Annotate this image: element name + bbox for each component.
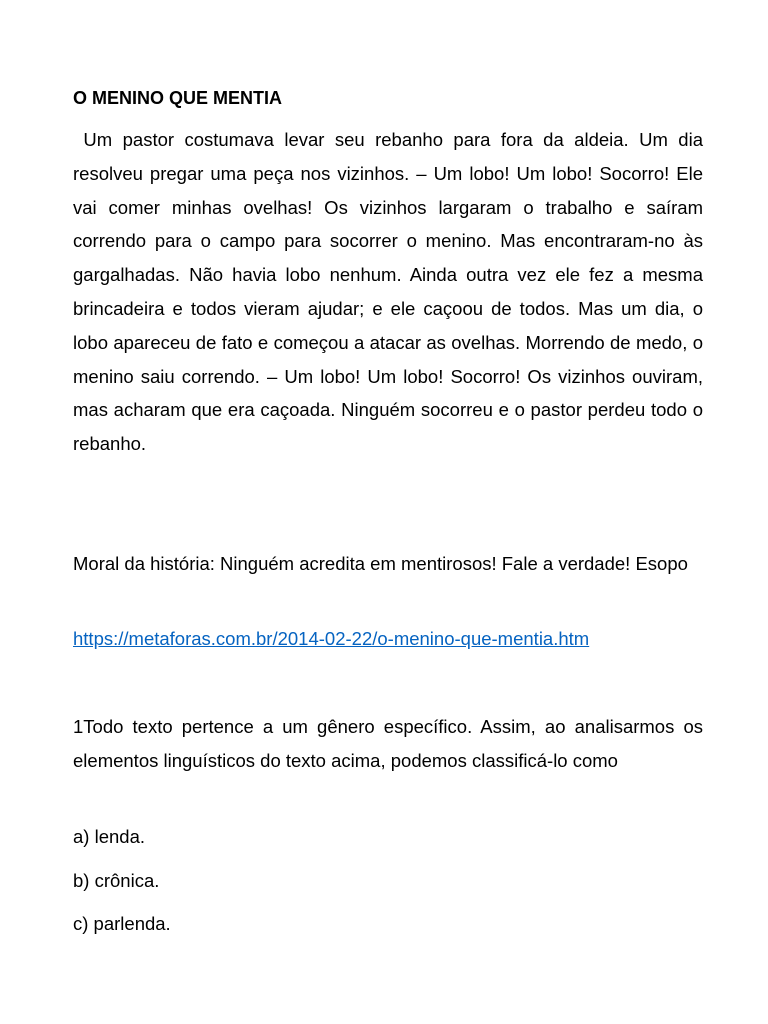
story-title: O MENINO QUE MENTIA: [73, 88, 283, 108]
option-b: b) crônica.: [73, 870, 160, 891]
story-text: Um pastor costumava levar seu rebanho para fora da aldeia. Um dia resolveu pregar uma peça nos vizinhos. – Um lobo! Um lobo! Socorro! Ele vai comer minhas ovelhas! Os vizinhos largaram o trabalho e saíram correndo para o campo para socorrer o menino. Mas encontraram-no às gargalhadas. Não havia lobo nenhum. Ainda outra vez ele fez a mesma brincadeira e todos vieram ajudar; e ele caçoou de todos. Mas um dia, o lobo apareceu de fato e começou a atacar as ovelhas. Morrendo de medo, o menino saiu correndo. – Um lobo! Um lobo! Socorro! Os vizinhos ouviram, mas acharam que era caçoada. Ninguém socorreu e o pastor perdeu todo o rebanho.: [73, 129, 703, 455]
moral-text: Moral da história: Ninguém acredita em mentirosos! Fale a verdade! Esopo: [73, 553, 688, 574]
source-link[interactable]: https://metaforas.com.br/2014-02-22/o-menino-que-mentia.htm: [73, 628, 590, 649]
option-c: c) parlenda.: [73, 913, 171, 934]
option-a: a) lenda.: [73, 826, 145, 847]
question-text: 1Todo texto pertence a um gênero específico. Assim, ao analisarmos os elementos linguísticos do texto acima, podemos classificá-lo como: [73, 716, 703, 771]
